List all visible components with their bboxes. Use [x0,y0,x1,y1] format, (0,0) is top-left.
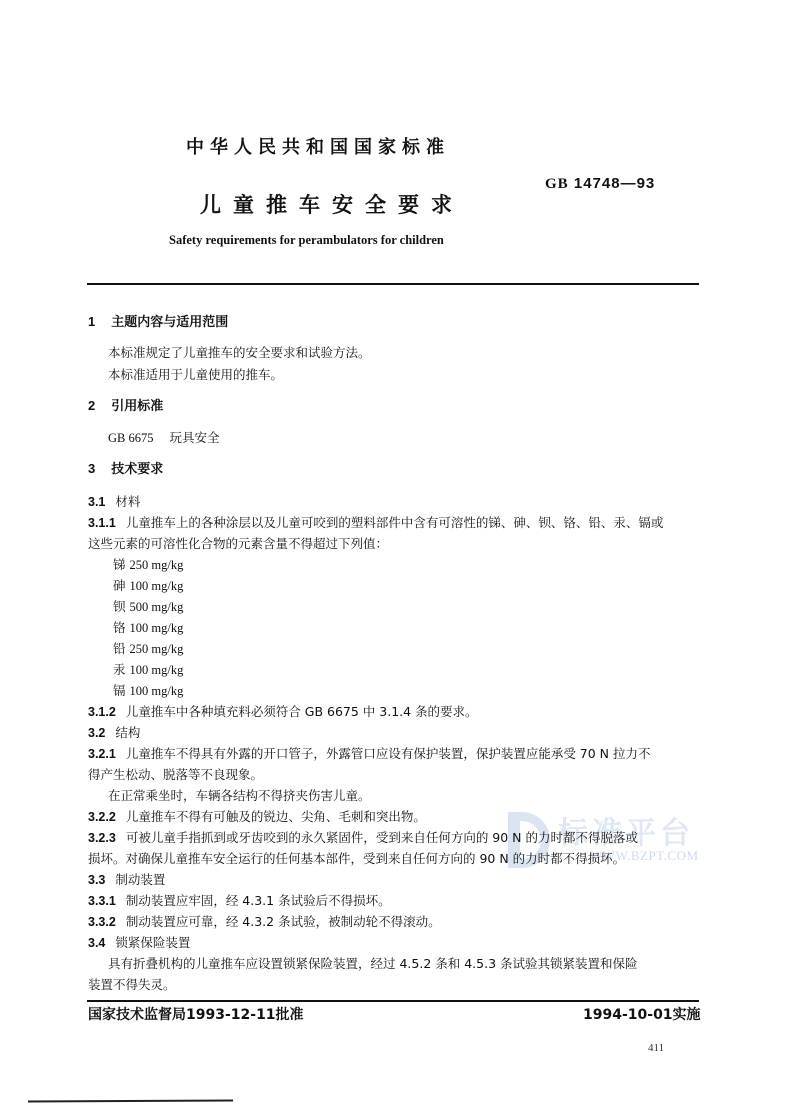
clause-3-1-2 [88,703,478,721]
clause-3-2-3-line-1 [88,829,638,847]
limit-value: 250 mg/kg [129,642,184,656]
section-title: 锁紧保险装置 [115,935,191,950]
element-name: 汞 [113,662,126,677]
section-title: 引用标准 [111,399,164,414]
standard-code-prefix: GB [545,176,569,192]
section-3-4-line-1: 具有折叠机构的儿童推车应设置锁紧保险装置，经过 4.5.2 条和 4.5.3 条试验其锁紧装置和保险 [108,956,638,971]
document-title-en: Safety requirements for perambulators for children [169,233,444,247]
element-name: 锑 [113,557,126,572]
clause-text: 可被儿童手指抓到或牙齿咬到的永久紧固件，受到来自任何方向的 90 N 的力时都不得脱落或 [125,830,638,845]
section-1-paragraph-2: 本标准适用于儿童使用的推车。 [108,367,284,382]
limit-item [113,619,183,637]
clause-text: 制动装置应牢固，经 4.3.1 条试验后不得损坏。 [125,893,391,908]
clause-number: 3.2.1 [88,747,116,761]
document-title-cn: 儿童推车安全要求 [200,193,464,217]
section-number: 3.3 [88,873,106,887]
clause-number: 3.1.1 [88,516,116,530]
section-3-3-heading [88,871,165,889]
standard-code-number: 14748—93 [573,175,656,192]
watermark-url: WWW.BZPT.COM [590,848,699,863]
reference-title: 玩具安全 [169,430,220,445]
section-number: 3 [88,461,96,476]
clause-text: 儿童推车上的各种涂层以及儿童可咬到的塑料部件中含有可溶性的锑、砷、钡、铬、铅、汞、镉或 [125,515,664,530]
element-name: 铅 [113,641,126,656]
clause-text: 儿童推车中各种填充料必须符合 GB 6675 中 3.1.4 条的要求。 [125,704,478,719]
section-number: 3.4 [88,936,106,950]
watermark-text: 标准平台 [558,816,694,851]
clause-3-2-1-line-1 [88,745,651,763]
section-1-heading [88,313,228,332]
section-3-4-line-2: 装置不得失灵。 [88,977,176,992]
element-name: 砷 [113,578,126,593]
limit-value: 100 mg/kg [129,579,184,593]
limit-value: 500 mg/kg [129,600,184,614]
section-title: 主题内容与适用范围 [111,315,229,330]
clause-text: 儿童推车不得有可触及的锐边、尖角、毛刺和突出物。 [125,809,426,824]
limit-value: 100 mg/kg [129,621,184,635]
limit-item [113,556,183,574]
clause-3-1-1-line-1 [88,514,663,532]
section-title: 材料 [115,494,141,509]
page-number: 411 [648,1042,665,1054]
limit-value: 250 mg/kg [129,558,184,572]
clause-number: 3.2.3 [88,831,116,845]
clause-number: 3.2.2 [88,810,116,824]
header-divider [87,283,699,285]
clause-text: 制动装置应可靠，经 4.3.2 条试验，被制动轮不得滚动。 [125,914,441,929]
section-number: 3.1 [88,495,106,509]
limit-item [113,598,183,616]
clause-3-2-3-line-2: 损坏。对确保儿童推车安全运行的任何基本部件，受到来自任何方向的 90 N 的力时都不得损坏。 [88,851,626,866]
section-title: 制动装置 [115,872,166,887]
element-name: 镉 [113,683,126,698]
clause-3-1-1-line-2: 这些元素的可溶性化合物的元素含量不得超过下列值： [88,536,389,551]
section-1-paragraph-1: 本标准规定了儿童推车的安全要求和试验方法。 [108,345,371,360]
standard-category: 中华人民共和国国家标准 [186,137,450,158]
element-name: 铬 [113,620,126,635]
section-2-heading [88,397,163,416]
footer-divider [87,1000,699,1002]
clause-3-2-1-line-3: 在正常乘坐时，车辆各结构不得挤夹伤害儿童。 [108,788,371,803]
approval-date: 国家技术监督局1993-12-11批准 [88,1007,304,1023]
clause-number: 3.3.1 [88,894,116,908]
section-title: 结构 [115,725,141,740]
section-3-1-heading [88,493,140,511]
page-edge-line [28,1099,233,1102]
limit-item [113,640,183,658]
section-title: 技术要求 [111,462,164,477]
clause-text: 儿童推车不得具有外露的开口管子，外露管口应设有保护装置，保护装置应能承受 70 N 拉力不 [125,746,651,761]
element-name: 钡 [113,599,126,614]
section-3-4-heading [88,934,190,952]
section-number: 3.2 [88,726,106,740]
standard-code [545,175,655,193]
watermark [508,812,733,882]
clause-3-3-1 [88,892,391,910]
limit-item [113,661,183,679]
section-number: 2 [88,398,96,413]
clause-number: 3.1.2 [88,705,116,719]
limit-value: 100 mg/kg [129,663,184,677]
clause-3-2-1-line-2: 得产生松动、脱落等不良现象。 [88,767,264,782]
clause-number: 3.3.2 [88,915,116,929]
limit-item [113,682,183,700]
section-3-heading [88,460,163,479]
normative-reference [108,429,220,447]
effective-date: 1994-10-01实施 [583,1007,701,1023]
limit-item [113,577,183,595]
clause-3-2-2 [88,808,426,826]
section-number: 1 [88,314,96,329]
limit-value: 100 mg/kg [129,684,184,698]
reference-code: GB 6675 [108,431,154,445]
clause-3-3-2 [88,913,441,931]
section-3-2-heading [88,724,140,742]
